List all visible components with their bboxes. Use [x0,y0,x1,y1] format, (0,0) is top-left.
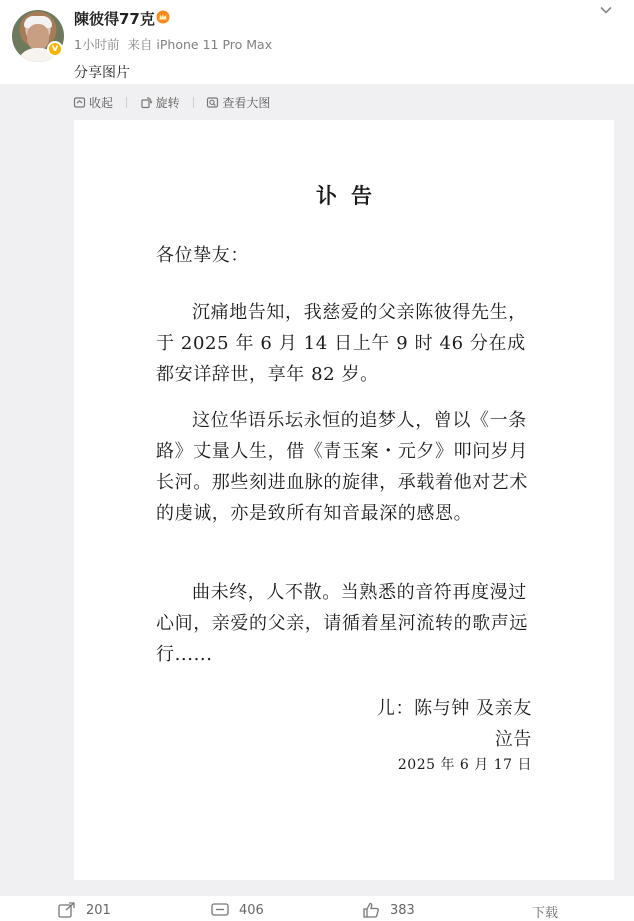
thumbs-up-icon [362,902,380,918]
letter-paragraph-2: 这位华语乐坛永恒的追梦人，曾以《一条路》丈量人生，借《青玉案・元夕》叩问岁月长河。那些刻进血脉的旋律，承载着他对艺术的虔诚，亦是致所有知音最深的感恩。 [156,410,528,524]
post-time[interactable]: 1小时前 [74,37,120,52]
media-toolbar [73,94,270,112]
like-count: 383 [390,902,415,918]
like-button[interactable] [362,902,415,918]
avatar-face [27,24,49,50]
download-button[interactable] [532,902,558,921]
repost-icon [58,902,76,918]
letter-salutation: 各位挚友： [156,245,249,266]
letter-date: 2025 年 6 月 17 日 [397,757,532,773]
letter-paragraph-3: 曲未终，人不散。当熟悉的音符再度漫过心间，亲爱的父亲，请循着星河流转的歌声远行...... [156,582,528,665]
letter-signature: 儿：陈与钟 及亲友 [376,698,532,719]
post-header [0,0,634,88]
letter-paragraph-1: 沉痛地告知，我慈爱的父亲陈彼得先生，于 2025 年 6 月 14 日上午 9 时 46 分在成都安详辞世，享年 82 岁。 [156,302,527,385]
username[interactable]: 陳彼得77克 [74,10,155,28]
toolbar-divider [193,97,194,108]
rotate-button[interactable] [140,94,180,111]
post-meta [74,35,276,53]
letter-mourn: 泣告 [494,729,532,750]
download-label: 下载 [532,906,559,921]
chevron-down-icon[interactable] [598,2,614,18]
rotate-icon [140,96,153,109]
collapse-label: 收起 [89,96,114,110]
comment-button[interactable] [211,902,264,918]
view-large-button[interactable] [206,94,270,111]
letter-title: 讣告 [316,183,386,208]
toolbar-divider [126,97,127,108]
collapse-icon [73,96,86,109]
rotate-label: 旋转 [155,96,180,110]
crown-icon [156,10,170,24]
media-viewer [0,84,634,896]
comment-icon [211,902,229,918]
post-source: 来自 iPhone 11 Pro Max [127,37,273,52]
zoom-image-icon [206,96,219,109]
view-large-label: 查看大图 [222,96,271,110]
action-bar [0,896,634,921]
post-text: 分享图片 [74,65,130,81]
verified-badge-icon: v [47,41,63,57]
comment-count: 406 [239,902,264,918]
obituary-image[interactable] [74,120,614,880]
repost-count: 201 [86,902,111,918]
collapse-button[interactable] [73,94,113,111]
repost-button[interactable] [58,902,111,918]
